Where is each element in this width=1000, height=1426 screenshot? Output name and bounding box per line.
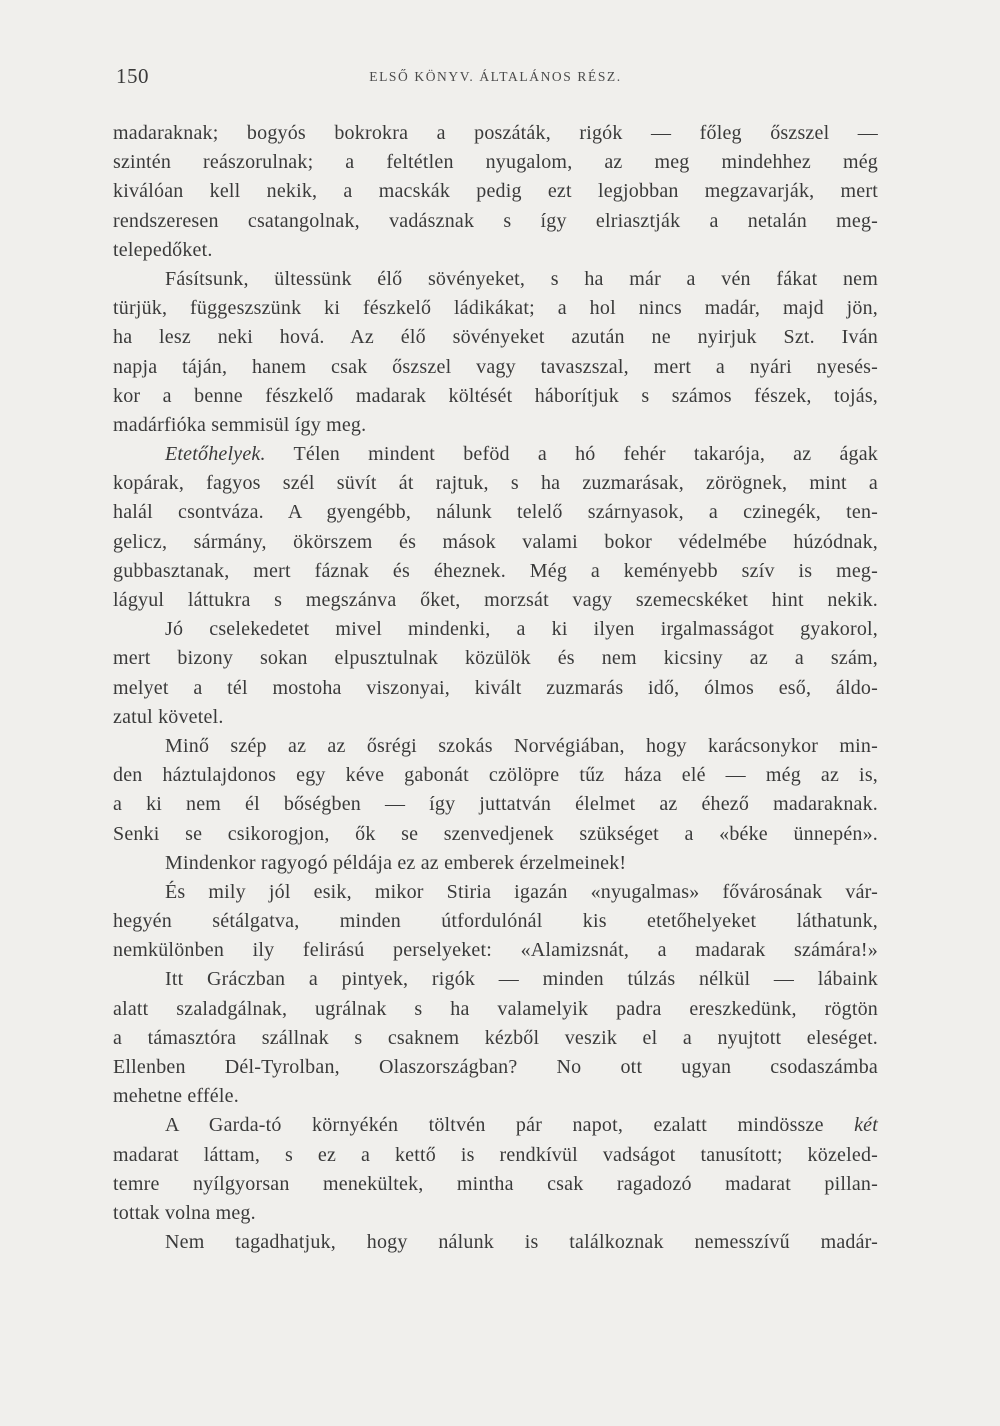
text-line: gubbasztanak, mert fáznak és éheznek. Még a keményebb szív is meg-: [113, 559, 878, 582]
text-line: türjük, függeszszünk ki fészkelő ládikákat; a hol nincs madár, majd jön,: [113, 297, 878, 320]
text-line: És mily jól esik, mikor Stiria igazán «nyugalmas» fővárosának vár-: [165, 880, 878, 903]
text-line: zatul követel.: [113, 705, 224, 728]
text-line: madaraknak; bogyós bokrokra a poszáták, rigók — főleg őszszel —: [113, 122, 878, 144]
text-line: telepedőket.: [113, 238, 213, 261]
text-line: den háztulajdonos egy kéve gabonát czölöpre tűz háza elé — még az is,: [113, 764, 878, 787]
text-line: Minő szép az az ősrégi szokás Norvégiában, hogy karácsonykor min-: [165, 734, 878, 757]
text-line: madarat láttam, s ez a kettő is rendkívül vadságot tanusított; közeled-: [113, 1143, 878, 1166]
text-line: alatt szaladgálnak, ugrálnak s ha valamelyik padra ereszkedünk, rögtön: [113, 997, 878, 1020]
text-line: nemkülönben ily felirású perselyeket: «Alamizsnát, a madarak számára!»: [113, 939, 878, 962]
text-line: Nem tagadhatjuk, hogy nálunk is találkoznak nemesszívű madár-: [165, 1231, 878, 1254]
text-line: rendszeresen csatangolnak, vadásznak s így elriasztják a netalán meg-: [113, 209, 878, 232]
text-line: halál csontváza. A gyengébb, nálunk telelő szárnyasok, a czinegék, ten-: [113, 501, 878, 524]
section-title: ELSŐ KÖNYV. ÁLTALÁNOS RÉSZ.: [369, 69, 622, 84]
page-number: 150: [116, 64, 149, 88]
text-line: ha lesz neki hová. Az élő sövényeket azután ne nyirjuk Szt. Iván: [113, 326, 878, 349]
text-line: gelicz, sármány, ökörszem és mások valami bokor védelmébe húzódnak,: [113, 530, 878, 553]
text-line: Senki se csikorogjon, ők se szenvedjenek szükséget a «béke ünnepén».: [113, 822, 878, 845]
text-line: kopárak, fagyos szél süvít át rajtuk, s ha zuzmarásak, zörögnek, mint a: [113, 472, 878, 495]
text-line: napja táján, hanem csak őszszel vagy tavaszszal, mert a nyári nyesés-: [113, 355, 878, 378]
text-line: madárfióka semmisül így meg.: [113, 413, 367, 436]
text-line: lágyul láttukra s megszánva őket, morzsát vagy szemecskéket hint nekik.: [113, 589, 878, 611]
text-line: Itt Gráczban a pintyek, rigók — minden túlzás nélkül — lábaink: [165, 968, 878, 991]
text-line: Jó cselekedetet mivel mindenki, a ki ilyen irgalmasságot gyakorol,: [165, 618, 878, 641]
text-line: a támasztóra szállnak s csaknem kézből veszik el a nyujtott eleséget.: [113, 1026, 878, 1049]
section-heading-italic: Etetőhelyek.: [165, 443, 266, 466]
text-span: Télen mindent beföd a hó fehér takarója, az ágak: [293, 443, 878, 466]
emphasis-italic: két: [854, 1114, 878, 1137]
text-line: hegyén sétálgatva, minden útfordulónál kis etetőhelyeket láthatunk,: [113, 910, 878, 933]
text-line: a ki nem él bőségben — így juttatván élelmet az éhező madaraknak.: [113, 793, 878, 816]
text-line: kor a benne fészkelő madarak költését háborítjuk s számos fészek, tojás,: [113, 384, 878, 407]
text-line: melyet a tél mostoha viszonyai, kivált zuzmarás idő, ólmos eső, áldo-: [113, 676, 878, 699]
text-line: Fásítsunk, ültessünk élő sövényeket, s ha már a vén fákat nem: [165, 267, 878, 290]
text-line: temre nyílgyorsan menekültek, mintha csak ragadozó madarat pillan-: [113, 1172, 878, 1195]
text-line: Ellenben Dél-Tyrolban, Olaszországban? No ott ugyan csodaszámba: [113, 1056, 878, 1078]
text-line: [113, 1111, 878, 1140]
text-line: szintén reászorulnak; a feltétlen nyugalom, az meg mindehhez még: [113, 151, 878, 174]
body-text: [113, 119, 878, 1257]
text-line: [113, 440, 878, 469]
running-head: [113, 64, 878, 94]
text-line: Mindenkor ragyogó példája ez az emberek érzelmeinek!: [165, 851, 627, 874]
text-span: A Garda-tó környékén töltvén pár napot, ezalatt mindössze: [165, 1114, 824, 1137]
text-line: mert bizony sokan elpusztulnak közülök és nem kicsiny az a szám,: [113, 647, 878, 670]
text-line: kiválóan kell nekik, a macskák pedig ezt legjobban megzavarják, mert: [113, 180, 878, 203]
text-line: mehetne efféle.: [113, 1085, 239, 1108]
text-line: tottak volna meg.: [113, 1201, 256, 1224]
